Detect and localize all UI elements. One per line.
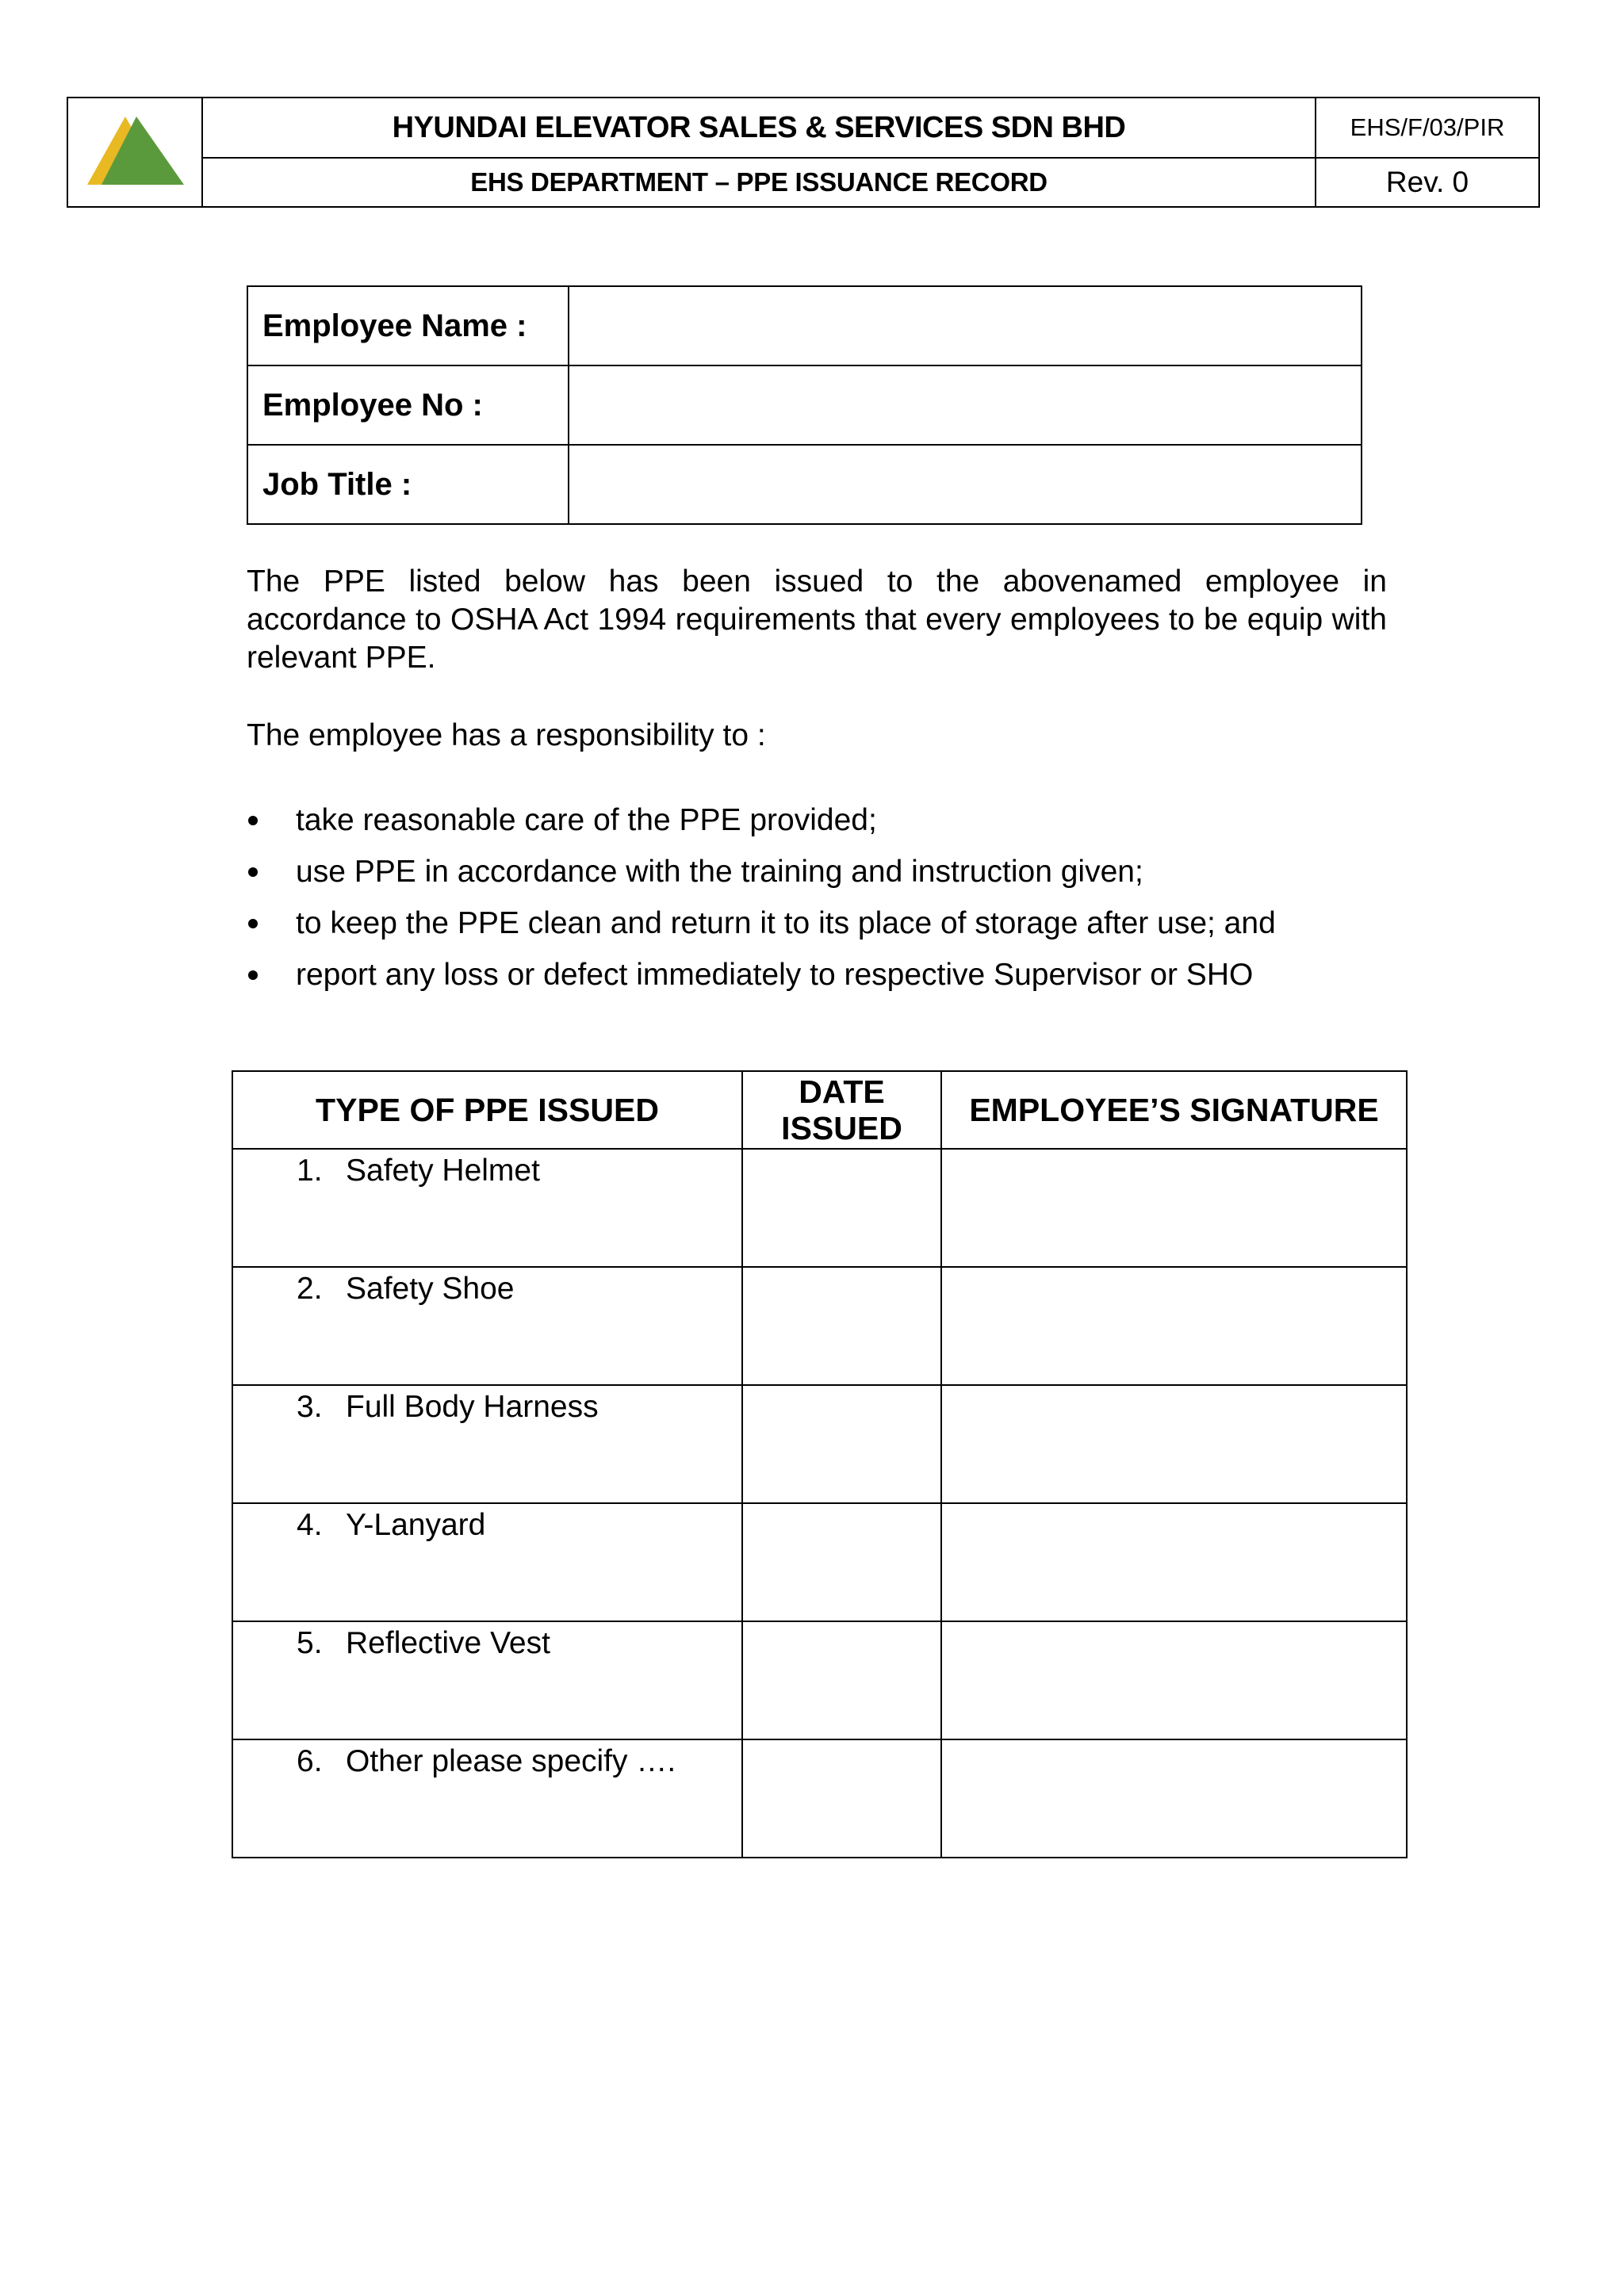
date-issued-cell[interactable] [742,1385,941,1503]
document-code: EHS/F/03/PIR [1316,98,1539,158]
document-header [67,97,1540,208]
list-item [247,897,1276,949]
department-title: EHS DEPARTMENT – PPE ISSUANCE RECORD [202,158,1316,207]
signature-cell[interactable] [941,1149,1407,1267]
ppe-type: Other please specify …. [346,1744,676,1778]
responsibility-list [247,794,1276,1001]
bullet-icon [248,919,258,928]
bullet-icon [248,816,258,825]
list-item [247,846,1276,897]
signature-cell[interactable] [941,1621,1407,1739]
employee-info-table [247,285,1362,525]
employee-no-label: Employee No : [247,365,569,445]
signature-cell[interactable] [941,1739,1407,1858]
ppe-number: 4. [297,1508,323,1542]
ppe-type: Full Body Harness [346,1390,599,1424]
employee-name-field[interactable] [569,286,1362,365]
ppe-type-cell [232,1621,742,1739]
date-issued-cell[interactable] [742,1621,941,1739]
ppe-type-cell [232,1385,742,1503]
header-employee-signature: EMPLOYEE’S SIGNATURE [941,1071,1407,1149]
responsibility-heading: The employee has a responsibility to : [247,718,766,752]
table-row [232,1267,1407,1385]
job-title-row [247,445,1362,524]
list-item [247,949,1276,1001]
signature-cell[interactable] [941,1385,1407,1503]
date-issued-cell[interactable] [742,1267,941,1385]
signature-cell[interactable] [941,1503,1407,1621]
job-title-label: Job Title : [247,445,569,524]
ppe-type-cell [232,1149,742,1267]
ppe-type: Y-Lanyard [346,1508,486,1542]
logo-cell [67,98,202,207]
bullet-icon [248,970,258,980]
table-row [232,1503,1407,1621]
date-issued-cell[interactable] [742,1503,941,1621]
list-item-text: use PPE in accordance with the training and instruction given; [296,855,1143,889]
header-date-issued [742,1071,941,1149]
list-item [247,794,1276,846]
signature-cell[interactable] [941,1267,1407,1385]
ppe-type-cell [232,1267,742,1385]
ppe-number: 5. [297,1626,323,1660]
list-item-text: report any loss or defect immediately to respective Supervisor or SHO [296,958,1254,992]
employee-name-label: Employee Name : [247,286,569,365]
ppe-type: Reflective Vest [346,1626,550,1660]
table-row [232,1739,1407,1858]
date-issued-cell[interactable] [742,1739,941,1858]
date-issued-cell[interactable] [742,1149,941,1267]
ppe-number: 6. [297,1744,323,1778]
intro-paragraph: The PPE listed below has been issued to the abovenamed employee in accordance to OSHA Act 1994 requirements that every employees to be equip with relevant PPE. [247,564,1387,675]
revision-number: Rev. 0 [1316,158,1539,207]
company-title: HYUNDAI ELEVATOR SALES & SERVICES SDN BHD [202,98,1316,158]
table-row [232,1621,1407,1739]
list-item-text: to keep the PPE clean and return it to its place of storage after use; and [296,906,1276,940]
ppe-issuance-table [232,1070,1408,1858]
ppe-number: 3. [297,1390,323,1424]
ppe-number: 1. [297,1154,323,1188]
table-row [232,1385,1407,1503]
job-title-field[interactable] [569,445,1362,524]
employee-name-row [247,286,1362,365]
header-date-issued-text: DATE ISSUED [781,1073,902,1146]
company-logo [79,107,190,194]
ppe-type: Safety Shoe [346,1272,515,1306]
employee-no-row [247,365,1362,445]
table-header-row [232,1071,1407,1149]
bullet-icon [248,867,258,877]
employee-no-field[interactable] [569,365,1362,445]
table-row [232,1149,1407,1267]
ppe-type: Safety Helmet [346,1154,540,1188]
ppe-type-cell [232,1503,742,1621]
ppe-number: 2. [297,1272,323,1306]
list-item-text: take reasonable care of the PPE provided; [296,803,877,837]
header-ppe-type: TYPE OF PPE ISSUED [232,1071,742,1149]
ppe-type-cell [232,1739,742,1858]
